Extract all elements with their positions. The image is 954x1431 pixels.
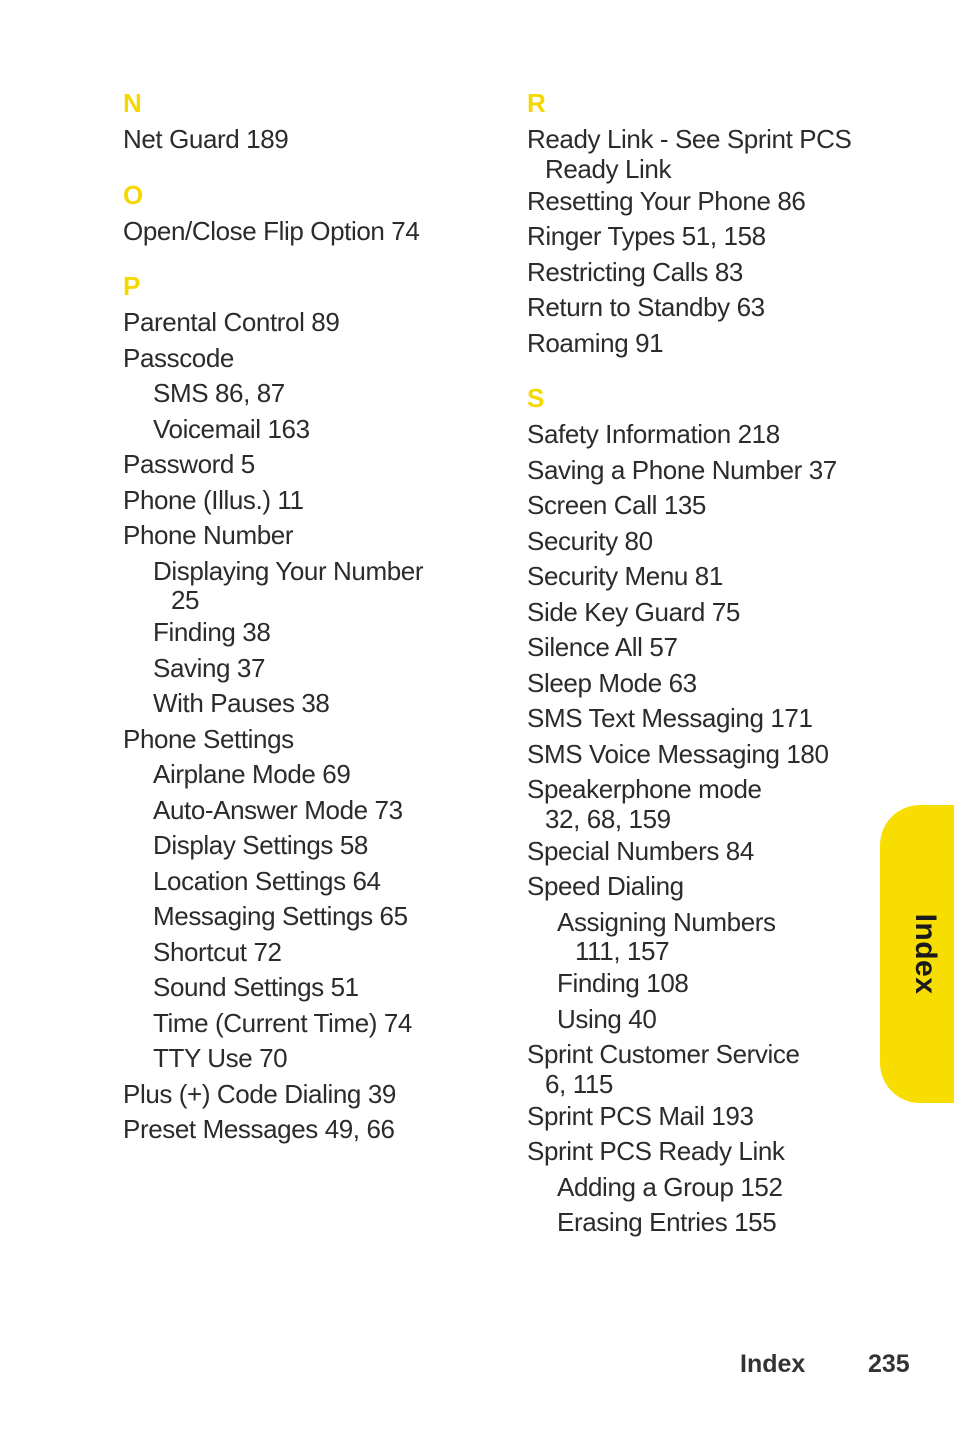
index-entry bbox=[527, 122, 867, 184]
entry-text: Safety Information 218 bbox=[527, 419, 780, 449]
footer-section-name: Index bbox=[740, 1350, 806, 1378]
entry-text: Saving a Phone Number 37 bbox=[527, 454, 837, 485]
index-section bbox=[123, 86, 483, 158]
entry-text: Resetting Your Phone 86 bbox=[527, 185, 806, 216]
index-entry bbox=[527, 1134, 867, 1170]
entry-text: Time (Current Time) 74 bbox=[153, 1007, 412, 1038]
index-subentry bbox=[527, 1002, 867, 1038]
index-entry bbox=[527, 290, 867, 326]
index-entry bbox=[527, 737, 867, 773]
entry-text: Phone (Illus.) 11 bbox=[123, 484, 304, 515]
entry-text: Return to Standby 63 bbox=[527, 292, 765, 322]
entry-text: Ringer Types 51, 158 bbox=[527, 221, 766, 251]
entry-text: Security 80 bbox=[527, 525, 653, 556]
entry-text: SMS Voice Messaging 180 bbox=[527, 738, 829, 769]
entry-text: Saving 37 bbox=[153, 652, 266, 683]
entry-text: SMS Text Messaging 171 bbox=[527, 703, 813, 733]
index-section bbox=[123, 178, 483, 250]
index-section bbox=[527, 86, 867, 361]
index-subentry bbox=[123, 1041, 483, 1077]
section-letter: R bbox=[527, 88, 546, 118]
entry-text: Preset Messages 49, 66 bbox=[123, 1114, 395, 1144]
entry-text: Password 5 bbox=[123, 449, 255, 479]
index-entry bbox=[527, 417, 867, 453]
index-entry bbox=[123, 1112, 483, 1148]
index-entry bbox=[527, 630, 867, 666]
index-entry bbox=[527, 219, 867, 255]
entry-text: Roaming 91 bbox=[527, 327, 664, 358]
entry-text: Auto-Answer Mode 73 bbox=[153, 794, 403, 825]
index-entry bbox=[123, 518, 483, 554]
entry-text: Sprint PCS Mail 193 bbox=[527, 1100, 754, 1131]
entry-text: Sprint PCS Ready Link bbox=[527, 1136, 785, 1166]
entry-text: Security Menu 81 bbox=[527, 561, 723, 591]
index-entry bbox=[527, 326, 867, 362]
index-entry bbox=[527, 184, 867, 220]
entry-text: Adding a Group 152 bbox=[557, 1171, 783, 1202]
entry-text: TTY Use 70 bbox=[153, 1043, 288, 1073]
entry-text: Screen Call 135 bbox=[527, 490, 706, 520]
section-letter: N bbox=[123, 88, 142, 118]
index-subentry bbox=[123, 554, 483, 616]
index-subentry bbox=[527, 905, 867, 967]
entry-text: Plus (+) Code Dialing 39 bbox=[123, 1078, 396, 1109]
entry-text: With Pauses 38 bbox=[153, 688, 330, 718]
index-entry bbox=[527, 1099, 867, 1135]
index-entry bbox=[123, 483, 483, 519]
index-subentry bbox=[123, 757, 483, 793]
index-subentry bbox=[123, 376, 483, 412]
index-subentry bbox=[123, 1006, 483, 1042]
index-subentry bbox=[527, 1205, 867, 1241]
side-tab-label: Index bbox=[909, 913, 942, 995]
index-entry bbox=[123, 305, 483, 341]
entry-text: Parental Control 89 bbox=[123, 307, 340, 337]
index-subentry bbox=[123, 651, 483, 687]
index-subentry bbox=[527, 1170, 867, 1206]
entry-text: Display Settings 58 bbox=[153, 830, 368, 860]
index-section bbox=[123, 269, 483, 1148]
index-column-left bbox=[123, 86, 483, 1168]
entry-text: SMS 86, 87 bbox=[153, 378, 285, 408]
entry-text: Displaying Your Number bbox=[153, 555, 424, 586]
index-subentry bbox=[123, 793, 483, 829]
index-subentry bbox=[123, 828, 483, 864]
entry-continuation: 6, 115 bbox=[545, 1068, 613, 1099]
entry-continuation: 25 bbox=[171, 585, 200, 615]
entry-text: Restricting Calls 83 bbox=[527, 256, 743, 287]
entry-text: Sprint Customer Service bbox=[527, 1039, 800, 1069]
index-subentry bbox=[527, 966, 867, 1002]
entry-text: Erasing Entries 155 bbox=[557, 1207, 777, 1237]
index-entry bbox=[123, 122, 483, 158]
section-letter: S bbox=[527, 383, 545, 413]
entry-text: Finding 108 bbox=[557, 968, 689, 998]
index-entry bbox=[527, 869, 867, 905]
entry-text: Silence All 57 bbox=[527, 632, 678, 662]
entry-text: Phone Number bbox=[123, 520, 294, 550]
entry-text: Finding 38 bbox=[153, 617, 271, 647]
index-entry bbox=[123, 447, 483, 483]
entry-text: Special Numbers 84 bbox=[527, 835, 754, 866]
entry-continuation: 32, 68, 159 bbox=[545, 803, 671, 834]
index-entry bbox=[527, 1037, 867, 1099]
footer-page-number: 235 bbox=[868, 1350, 910, 1378]
index-entry bbox=[123, 214, 483, 250]
entry-text: Sound Settings 51 bbox=[153, 972, 359, 1002]
entry-text: Open/Close Flip Option 74 bbox=[123, 215, 420, 246]
section-side-tab bbox=[880, 805, 954, 1103]
index-subentry bbox=[123, 615, 483, 651]
index-subentry bbox=[123, 686, 483, 722]
index-entry bbox=[527, 524, 867, 560]
entry-text: Shortcut 72 bbox=[153, 936, 282, 967]
entry-continuation: 111, 157 bbox=[575, 936, 670, 966]
entry-text: Airplane Mode 69 bbox=[153, 759, 351, 789]
section-letter: O bbox=[123, 179, 144, 210]
index-subentry bbox=[123, 899, 483, 935]
entry-text: Speakerphone mode bbox=[527, 774, 762, 804]
entry-text: Using 40 bbox=[557, 1003, 657, 1034]
entry-text: Speed Dialing bbox=[527, 871, 684, 901]
index-entry bbox=[527, 772, 867, 834]
entry-text: Net Guard 189 bbox=[123, 124, 289, 154]
index-section bbox=[527, 381, 867, 1241]
index-entry bbox=[123, 722, 483, 758]
section-letter: P bbox=[123, 271, 141, 301]
entry-text: Location Settings 64 bbox=[153, 865, 381, 896]
index-entry bbox=[527, 595, 867, 631]
entry-text: Voicemail 163 bbox=[153, 413, 310, 444]
index-entry bbox=[527, 559, 867, 595]
entry-continuation: Ready Link bbox=[545, 153, 672, 184]
index-entry bbox=[527, 666, 867, 702]
entry-text: Messaging Settings 65 bbox=[153, 901, 408, 931]
entry-text: Passcode bbox=[123, 342, 234, 373]
entry-text: Phone Settings bbox=[123, 723, 294, 754]
index-subentry bbox=[123, 935, 483, 971]
index-entry bbox=[527, 453, 867, 489]
index-entry bbox=[123, 1077, 483, 1113]
index-subentry bbox=[123, 412, 483, 448]
index-column-right bbox=[527, 86, 867, 1261]
index-entry bbox=[123, 341, 483, 377]
index-entry bbox=[527, 701, 867, 737]
entry-text: Side Key Guard 75 bbox=[527, 596, 740, 627]
entry-text: Ready Link - See Sprint PCS bbox=[527, 124, 852, 154]
entry-text: Assigning Numbers bbox=[557, 906, 776, 937]
entry-text: Sleep Mode 63 bbox=[527, 667, 697, 698]
index-entry bbox=[527, 834, 867, 870]
index-entry bbox=[527, 255, 867, 291]
index-subentry bbox=[123, 970, 483, 1006]
index-entry bbox=[527, 488, 867, 524]
index-subentry bbox=[123, 864, 483, 900]
